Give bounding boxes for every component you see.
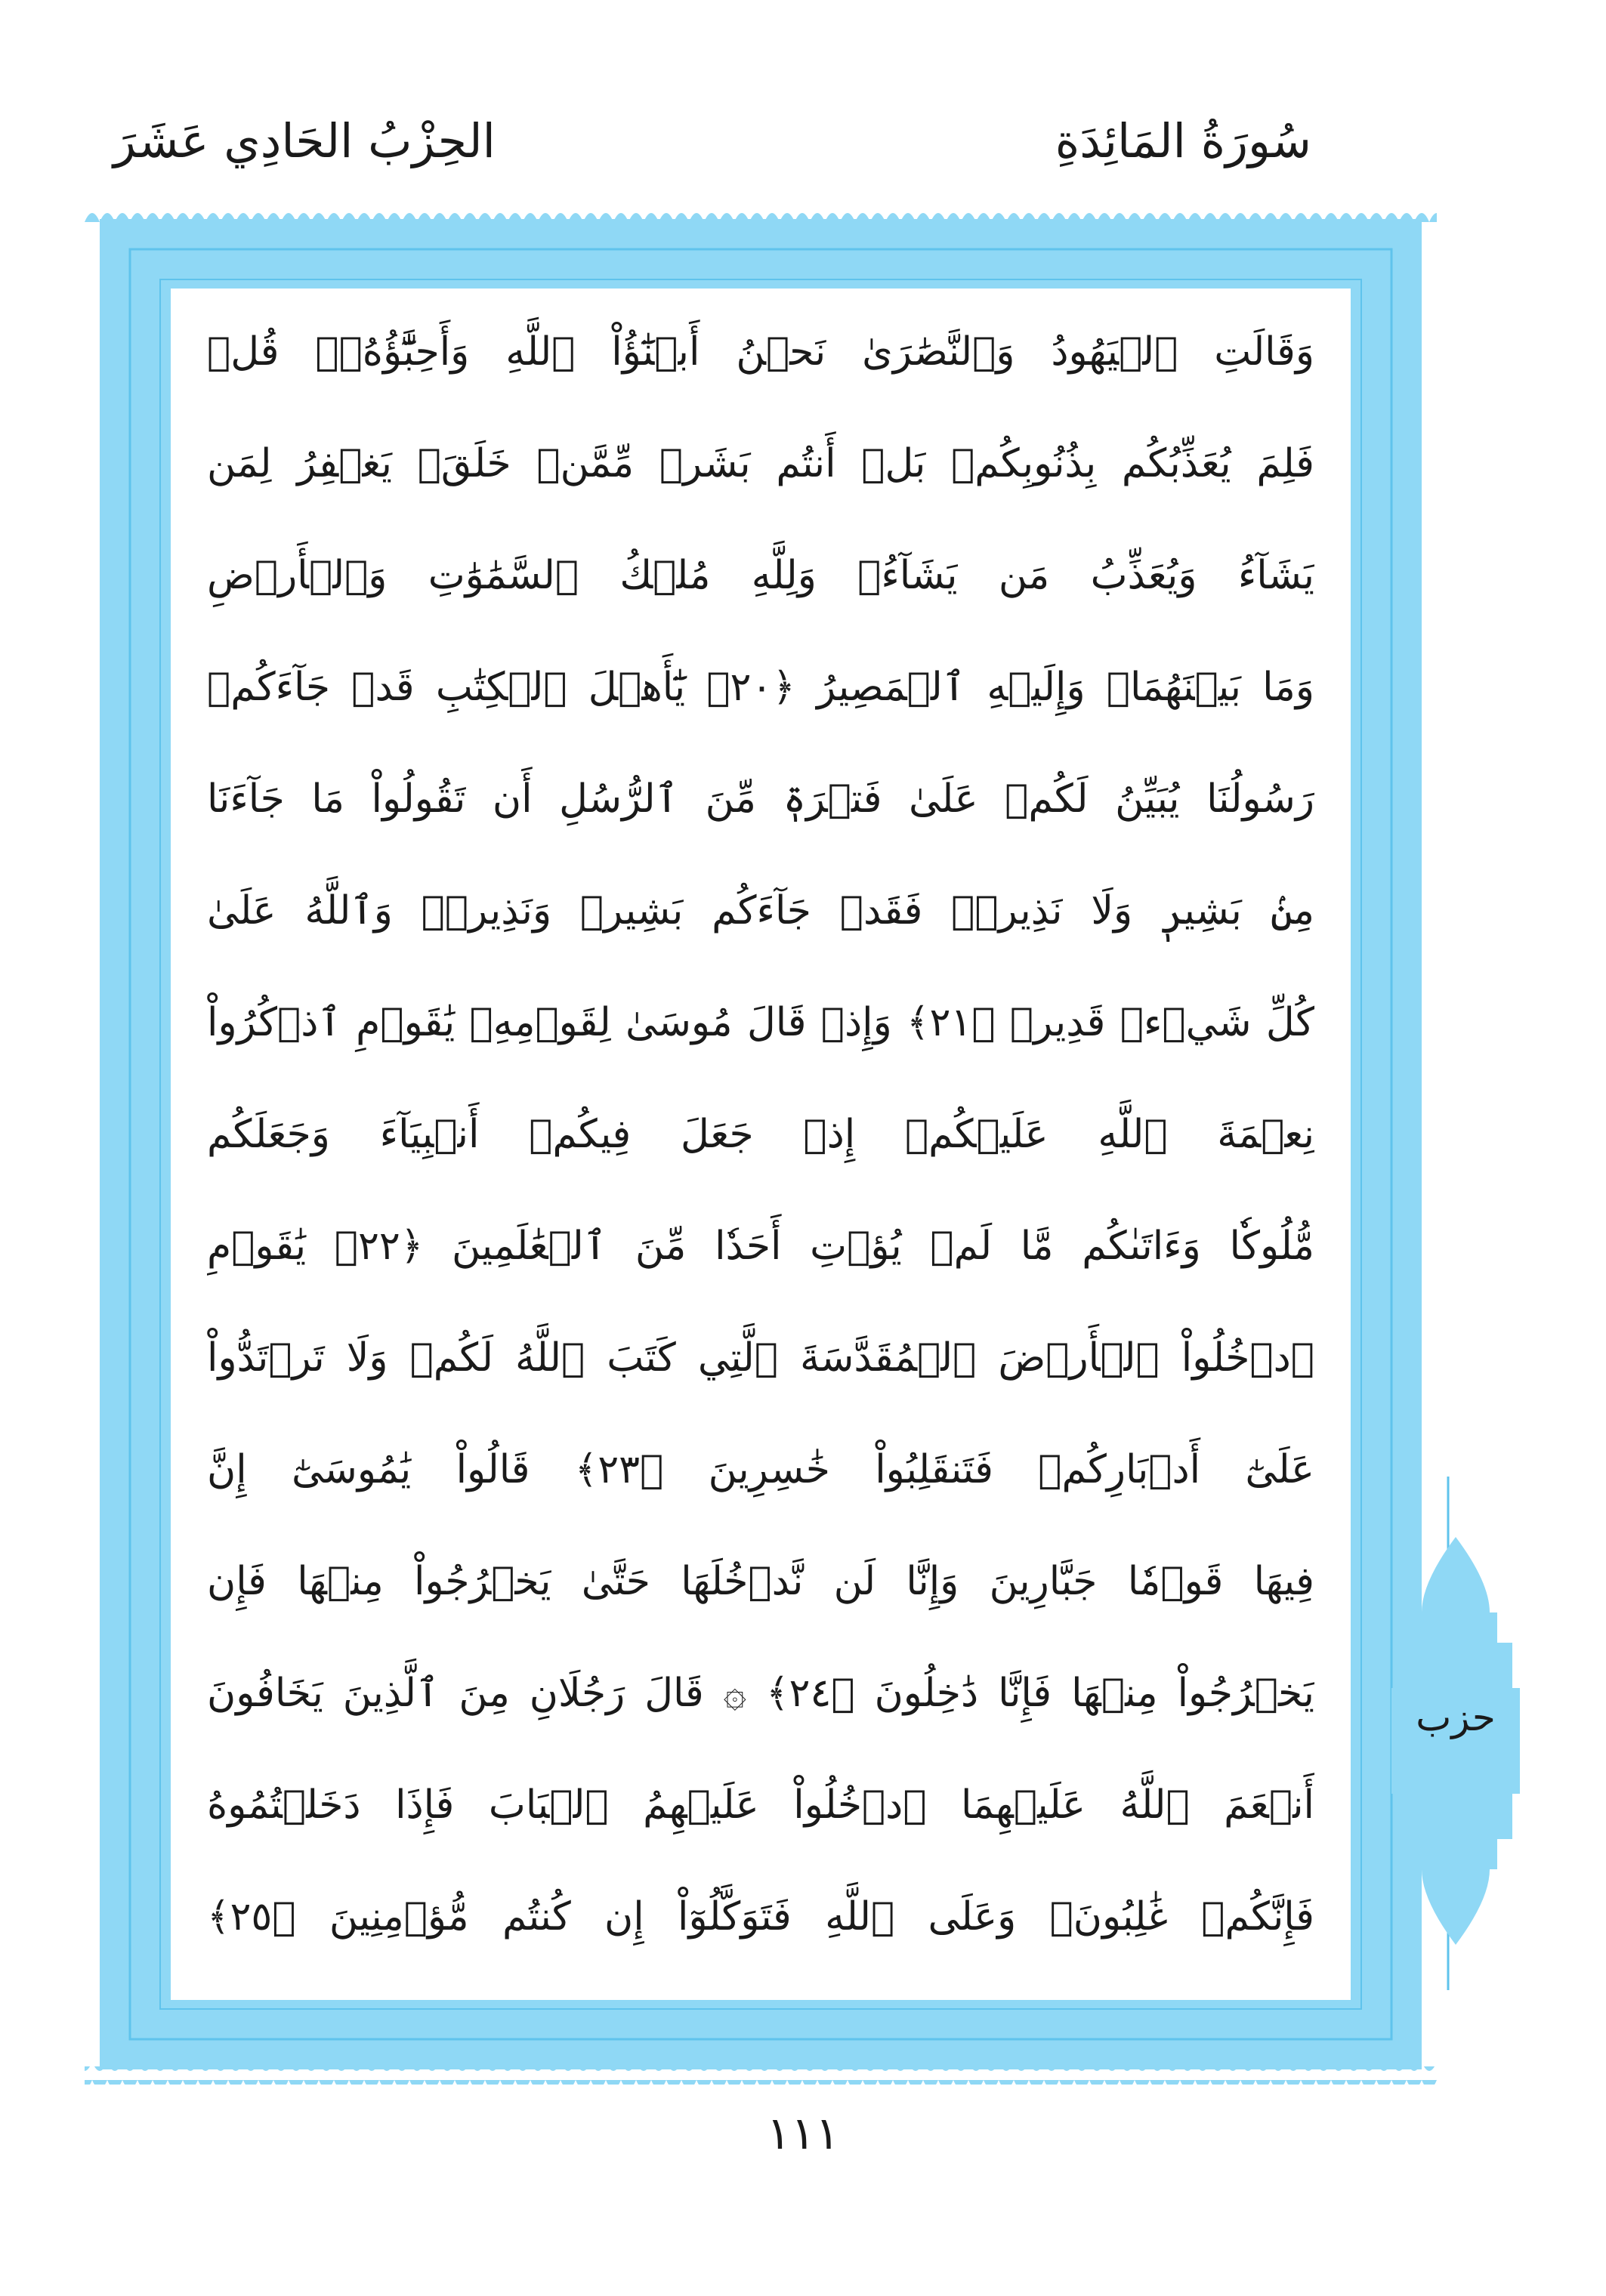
hizb-label: حزب (1416, 1696, 1496, 1739)
surah-header: سُورَةُ المَائِدَةِ (1055, 113, 1311, 168)
ornamental-frame (85, 204, 1437, 2085)
quran-text-panel (171, 289, 1351, 2000)
text-line: عَلَىٰٓ أَدۡبَارِكُمۡ فَتَنقَلِبُواْ خَٰسِرِينَ ﴿٢٣﴾ قَالُواْ يَٰمُوسَىٰٓ إِنَّ (207, 1447, 1314, 1492)
text-line: فَإِنَّكُمۡ غَٰلِبُونَۚ وَعَلَى ٱللَّهِ فَتَوَكَّلُوٓاْ إِن كُنتُم مُّؤۡمِنِينَ ﴿٢٥﴾ (207, 1894, 1314, 1940)
hizb-marker (1391, 1477, 1520, 1990)
text-line: وَمَا بَيۡنَهُمَاۖ وَإِلَيۡهِ ٱلۡمَصِيرُ ﴿٢٠﴾ يَٰٓأَهۡلَ ٱلۡكِتَٰبِ قَدۡ جَآءَكُمۡ (207, 665, 1314, 710)
text-line: ٱدۡخُلُواْ ٱلۡأَرۡضَ ٱلۡمُقَدَّسَةَ ٱلَّتِي كَتَبَ ٱللَّهُ لَكُمۡ وَلَا تَرۡتَدُّواْ (207, 1335, 1314, 1381)
hizb-header: الحِزْبُ الحَادِي عَشَرَ (113, 113, 496, 168)
text-line: أَنۡعَمَ ٱللَّهُ عَلَيۡهِمَا ٱدۡخُلُواْ عَلَيۡهِمُ ٱلۡبَابَ فَإِذَا دَخَلۡتُمُوهُ (207, 1782, 1314, 1828)
text-line: مِنۢ بَشِيرٖ وَلَا نَذِيرٖۖ فَقَدۡ جَآءَكُم بَشِيرٞ وَنَذِيرٞۗ وَٱللَّهُ عَلَىٰ (207, 888, 1314, 934)
text-line: فَلِمَ يُعَذِّبُكُم بِذُنُوبِكُمۖ بَلۡ أَنتُم بَشَرٞ مِّمَّنۡ خَلَقَۚ يَغۡفِرُ لِمَن (207, 441, 1314, 486)
text-line: يَشَآءُ وَيُعَذِّبُ مَن يَشَآءُۚ وَلِلَّهِ مُلۡكُ ٱلسَّمَٰوَٰتِ وَٱلۡأَرۡضِ (207, 553, 1314, 598)
text-line: مُّلُوكٗا وَءَاتَىٰكُم مَّا لَمۡ يُؤۡتِ أَحَدٗا مِّنَ ٱلۡعَٰلَمِينَ ﴿٢٢﴾ يَٰقَوۡمِ (207, 1224, 1314, 1269)
text-line: فِيهَا قَوۡمٗا جَبَّارِينَ وَإِنَّا لَن نَّدۡخُلَهَا حَتَّىٰ يَخۡرُجُواْ مِنۡهَا فَإِن (207, 1559, 1314, 1604)
text-line: رَسُولُنَا يُبَيِّنُ لَكُمۡ عَلَىٰ فَتۡرَةٖ مِّنَ ٱلرُّسُلِ أَن تَقُولُواْ مَا جَآءَنَا (207, 776, 1314, 822)
text-line: نِعۡمَةَ ٱللَّهِ عَلَيۡكُمۡ إِذۡ جَعَلَ فِيكُمۡ أَنۢبِيَآءَ وَجَعَلَكُم (207, 1112, 1314, 1157)
page-number: ١١١ (766, 2107, 840, 2160)
text-line: يَخۡرُجُواْ مِنۡهَا فَإِنَّا دَٰخِلُونَ ﴿٢٤﴾ ۞ قَالَ رَجُلَانِ مِنَ ٱلَّذِينَ يَخَافُونَ (207, 1671, 1314, 1716)
text-line: كُلِّ شَيۡءٖ قَدِيرٞ ﴿٢١﴾ وَإِذۡ قَالَ مُوسَىٰ لِقَوۡمِهِۦ يَٰقَوۡمِ ٱذۡكُرُواْ (207, 1000, 1314, 1045)
text-line: وَقَالَتِ ٱلۡيَهُودُ وَٱلنَّصَٰرَىٰ نَحۡنُ أَبۡنَٰٓؤُاْ ٱللَّهِ وَأَحِبَّٰٓؤُهُۥۚ قُلۡ (207, 329, 1314, 375)
